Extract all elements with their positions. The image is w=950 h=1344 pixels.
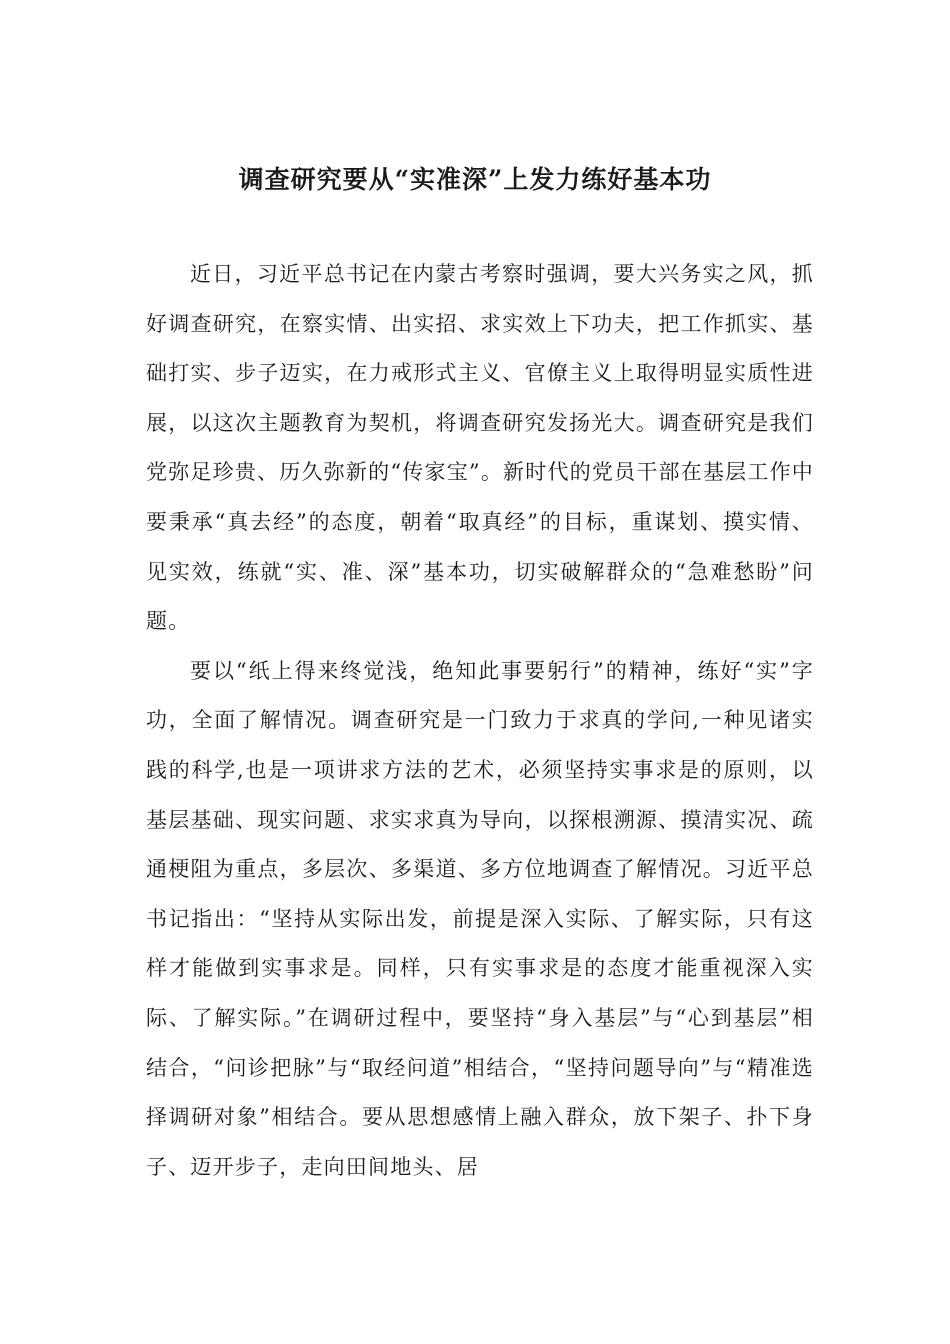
paragraph: 要以“纸上得来终觉浅，绝知此事要躬行”的精神，练好“实”字功，全面了解情况。调查研究是一门致力于求真的学问,一种见诸实践的科学,也是一项讲求方法的艺术，必须坚持实事求是的原则，以基层基础、现实问题、求实求真为导向，以探根溯源、摸清实况、疏通梗阻为重点，多层次、多渠道、多方位地调查了解情况。习近平总书记指出：“坚持从实际出发，前提是深入实际、了解实际，只有这样才能做到实事求是。同样，只有实事求是的态度才能重视深入实际、了解实际。”在调研过程中，要坚持“身入基层”与“心到基层”相结合，“问诊把脉”与“取经问道”相结合，“坚持问题导向”与“精准选择调研对象”相结合。要从思想感情上融入群众，放下架子、扑下身子、迈开步子，走向田间地头、居 (146, 658, 814, 1179)
article-body (146, 250, 814, 1192)
page-title: 调查研究要从“实准深”上发力练好基本功 (238, 165, 712, 194)
paragraph: 近日，习近平总书记在内蒙古考察时强调，要大兴务实之风，抓好调查研究，在察实情、出实招、求实效上下功夫，把工作抓实、基础打实、步子迈实，在力戒形式主义、官僚主义上取得明显实质性进展，以这次主题教育为契机，将调查研究发扬光大。调查研究是我们党弥足珍贵、历久弥新的“传家宝”。新时代的党员干部在基层工作中要秉承“真去经”的态度，朝着“取真经”的目标，重谋划、摸实情、见实效，练就“实、准、深”基本功，切实破解群众的“急难愁盼”问题。 (146, 262, 814, 634)
